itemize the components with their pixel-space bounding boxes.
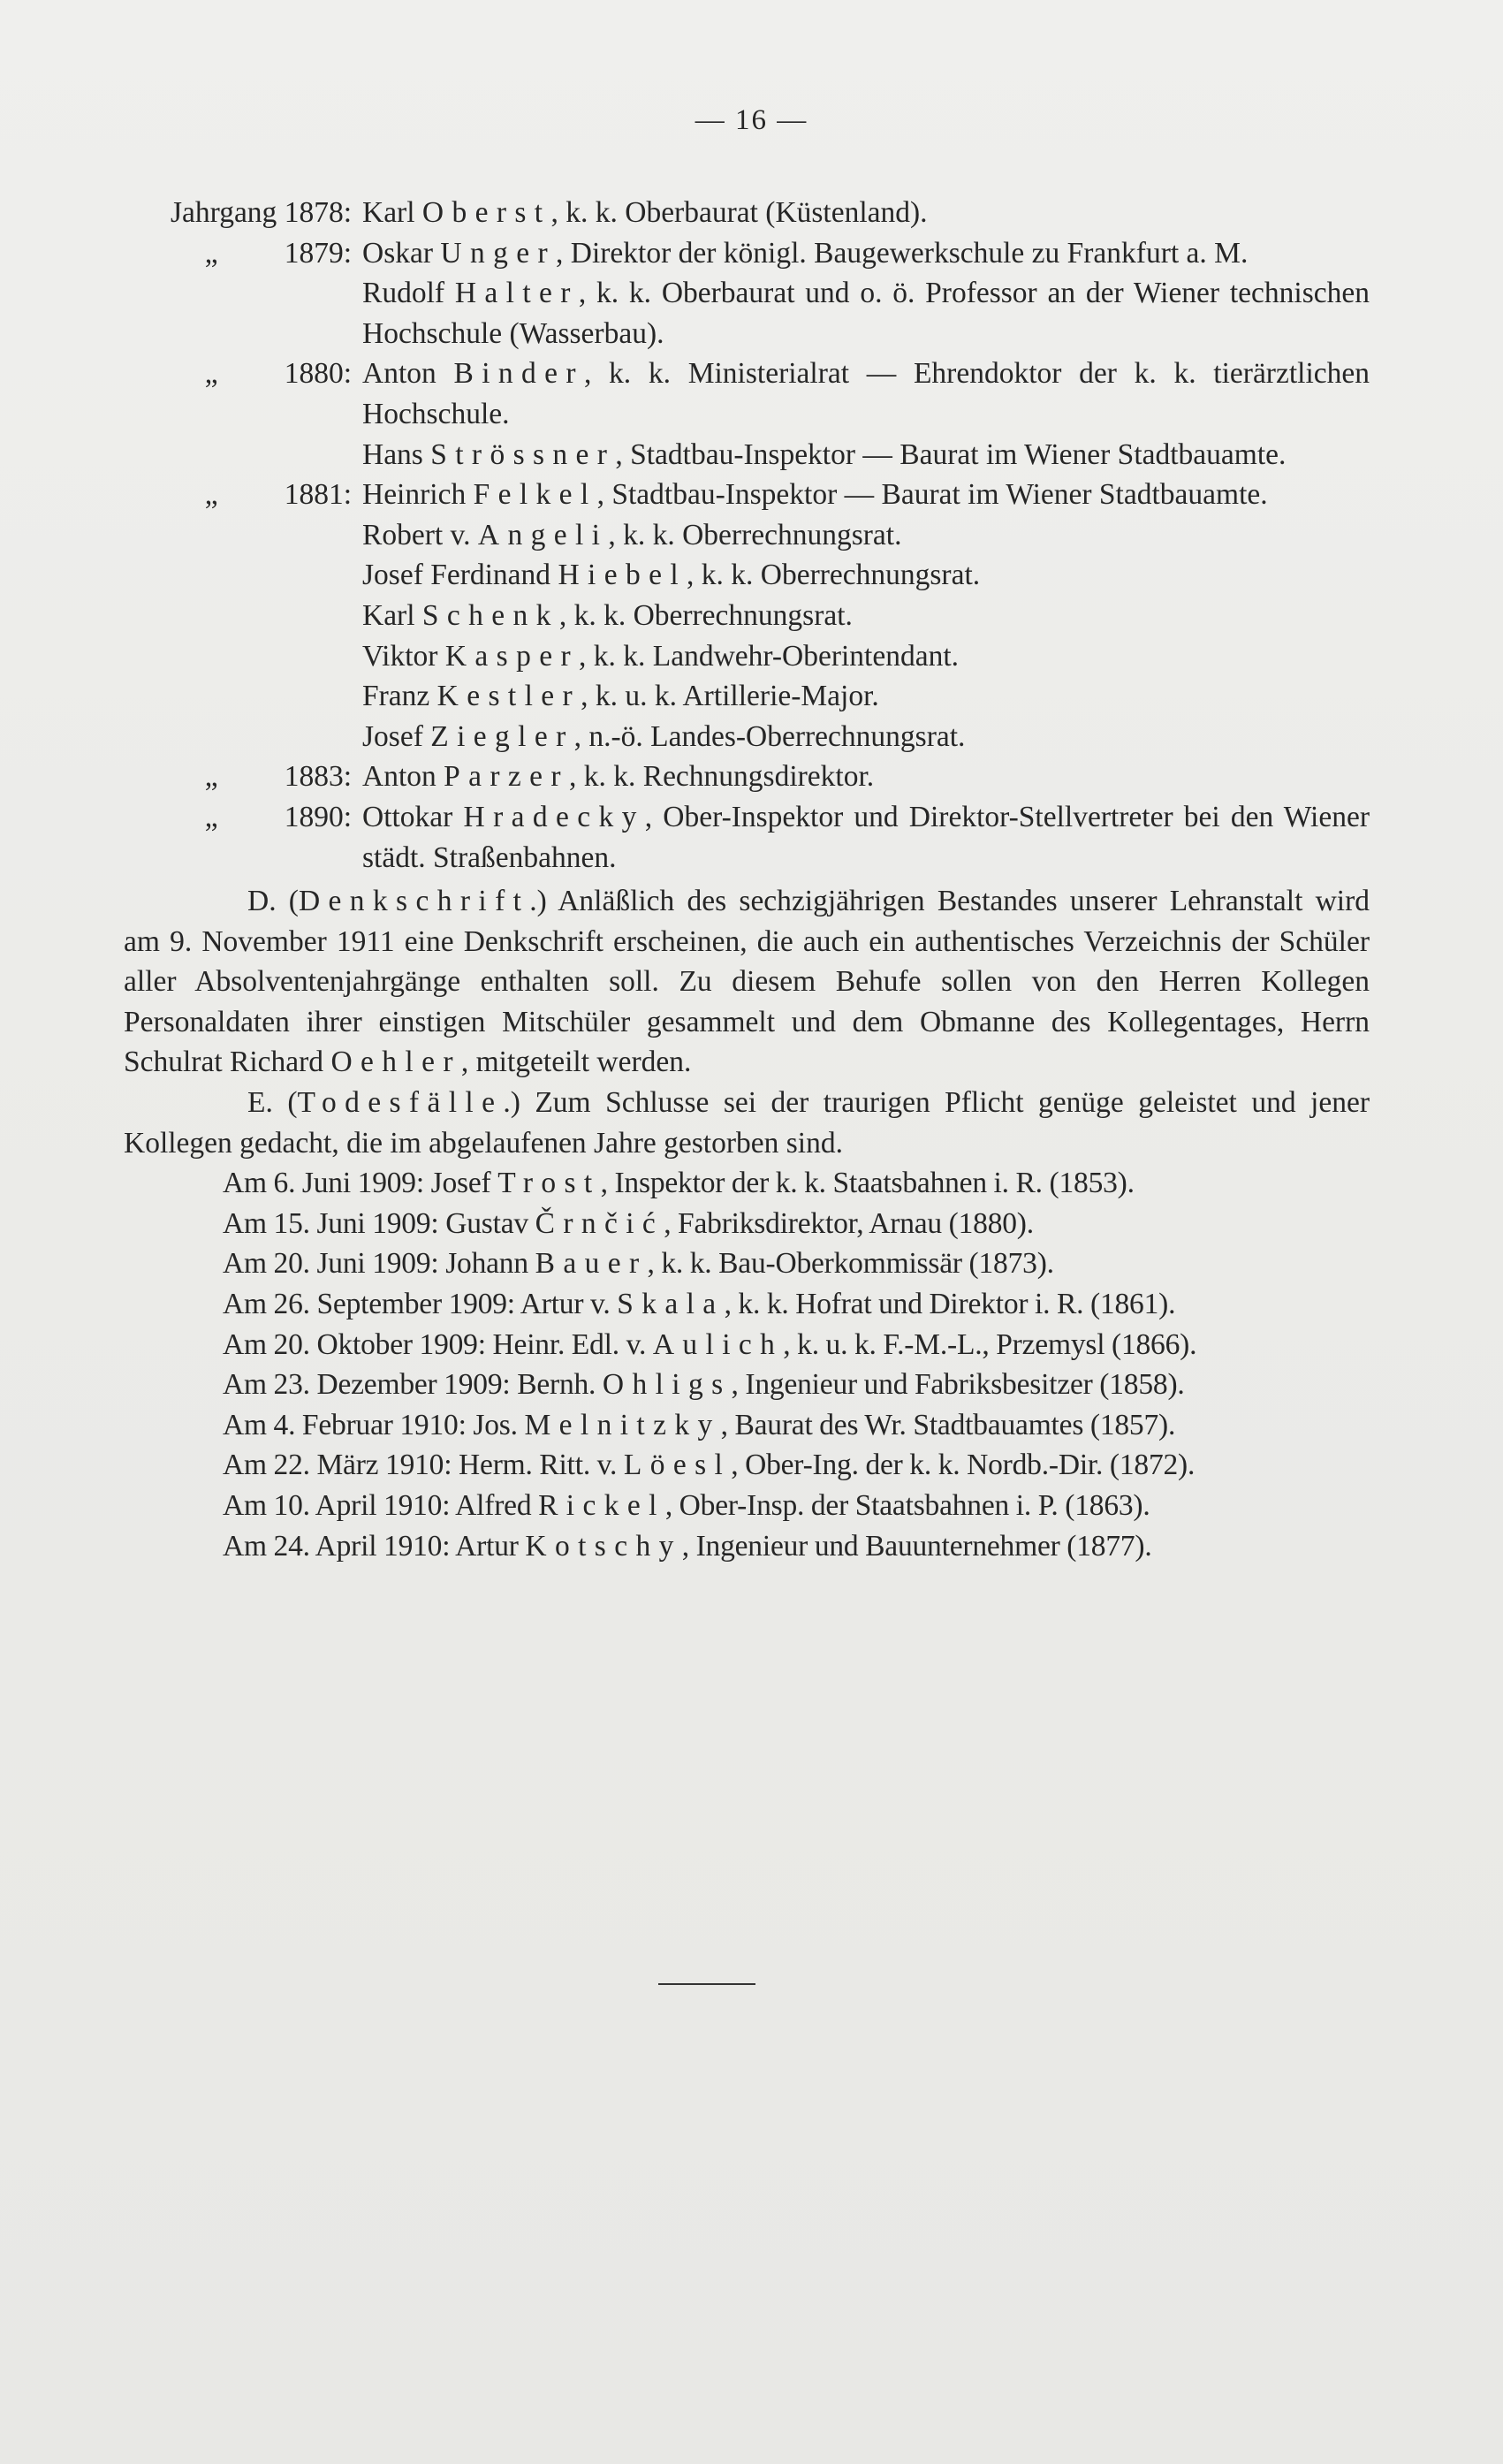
death-date: Am 10. April 1910: bbox=[223, 1489, 451, 1522]
person-surname: Ziegler bbox=[430, 719, 574, 753]
person-surname: Oberst bbox=[421, 196, 551, 229]
person-description: , Ober-Inspektor und Direktor-Stellvertreter bei den Wiener städt. Straßenbahnen. bbox=[362, 800, 1370, 874]
person-surname: Binder bbox=[453, 357, 584, 391]
ditto-mark: „ bbox=[204, 357, 218, 391]
person-entry bbox=[362, 797, 1370, 878]
person-description: , Stadtbau-Inspektor — Baurat im Wiener Stadtbauamte. bbox=[615, 437, 1287, 471]
year-entry-1880 bbox=[124, 354, 1370, 475]
death-description: , k. u. k. F.-M.-L., Przemysl (1866). bbox=[783, 1327, 1197, 1361]
section-e-paragraph: E. (Todesfälle.) Zum Schlusse sei der traurigen Pflicht genüge geleistet und jener Kollegen gedacht, die im abgelaufenen Jahre gestorben sind. bbox=[124, 1086, 1370, 1160]
person-description: , k. u. k. Artillerie-Major. bbox=[581, 680, 879, 713]
person-first-name: Robert v. bbox=[362, 518, 471, 551]
death-entry bbox=[223, 1365, 1370, 1405]
person-entry bbox=[362, 676, 1370, 717]
section-e-letter: E. bbox=[247, 1086, 273, 1120]
person-description: , k. k. Oberbaurat (Küstenland). bbox=[550, 196, 928, 229]
death-date: Am 4. Februar 1910: bbox=[223, 1408, 467, 1441]
death-date: Am 23. Dezember 1909: bbox=[223, 1368, 511, 1402]
person-description: , k. k. Ministerialrat — Ehrendoktor der k. k. tierärztlichen Hochschule. bbox=[362, 357, 1370, 430]
year-entry-1881 bbox=[124, 475, 1370, 757]
year-entry-1879 bbox=[124, 233, 1370, 354]
page-number: — 16 — bbox=[695, 104, 808, 136]
person-entry bbox=[362, 233, 1370, 274]
ditto-mark: „ bbox=[204, 760, 218, 794]
death-first-name: Herm. Ritt. v. bbox=[459, 1449, 618, 1482]
death-description: , Ingenieur und Fabriksbesitzer (1858). bbox=[731, 1368, 1185, 1402]
person-surname: Kasper bbox=[444, 639, 579, 673]
death-date: Am 26. September 1909: bbox=[223, 1288, 515, 1321]
person-entry bbox=[362, 596, 1370, 636]
section-d-letter: D. bbox=[247, 885, 277, 918]
ditto-mark: „ bbox=[204, 236, 218, 270]
death-first-name: Josef bbox=[430, 1167, 491, 1200]
section-d-text: Anläßlich des sechzigjährigen Bestandes unserer Lehranstalt wird am 9. November 1911 eine Denkschrift erscheinen, die auch ein authentisches Verzeichnis der Schüler aller Absolventenjahrgänge enthalten soll. Zu diesem Behufe sollen von den Herren Kollegen Personaldaten ihrer einstigen Mitschüler gesammelt und dem Obmanne des Kollegentages, Herrn Schulrat Richard bbox=[124, 885, 1370, 1079]
death-surname: Ohligs bbox=[602, 1368, 732, 1402]
death-surname: Skala bbox=[617, 1288, 725, 1321]
section-e-text: Zum Schlusse sei der traurigen Pflicht genüge geleistet und jener Kollegen gedacht, die im abgelaufenen Jahre gestorben sind. bbox=[124, 1086, 1370, 1160]
death-entry bbox=[223, 1284, 1370, 1325]
death-entry bbox=[223, 1243, 1370, 1284]
person-entry bbox=[362, 717, 1370, 757]
deaths-list bbox=[223, 1163, 1370, 1566]
death-description: , k. k. Bau-Oberkommissär (1873). bbox=[647, 1247, 1054, 1281]
death-surname: Aulich bbox=[652, 1327, 784, 1361]
death-surname: Kotschy bbox=[525, 1529, 682, 1563]
person-description: , Stadtbau-Inspektor — Baurat im Wiener Stadtbauamte. bbox=[596, 478, 1268, 512]
death-description: , Ingenieur und Bauunternehmer (1877). bbox=[681, 1529, 1152, 1563]
person-description: , k. k. Oberrechnungsrat. bbox=[558, 598, 853, 632]
closing-rule bbox=[658, 1983, 755, 1985]
person-first-name: Anton bbox=[362, 760, 436, 794]
death-surname: Črnčić bbox=[535, 1206, 664, 1240]
person-first-name: Josef bbox=[362, 719, 423, 753]
person-first-name: Josef Ferdinand bbox=[362, 559, 551, 592]
person-description: , k. k. Oberbaurat und o. ö. Professor an der Wiener technischen Hochschule (Wasserbau). bbox=[362, 277, 1370, 350]
death-first-name: Johann bbox=[445, 1247, 528, 1281]
section-d-heading: Denkschrift bbox=[298, 885, 530, 918]
person-entry bbox=[362, 555, 1370, 596]
graduates-list bbox=[124, 193, 1370, 878]
person-surname: Unger bbox=[440, 236, 557, 270]
person-entry bbox=[362, 475, 1370, 515]
death-description: , Ober-Ing. der k. k. Nordb.-Dir. (1872). bbox=[731, 1449, 1196, 1482]
section-e-heading: Todesfälle bbox=[297, 1086, 504, 1120]
death-first-name: Gustav bbox=[445, 1206, 528, 1240]
death-entry bbox=[223, 1163, 1370, 1204]
person-entry bbox=[362, 757, 1370, 797]
death-description: , Inspektor der k. k. Staatsbahnen i. R. (1853). bbox=[600, 1167, 1135, 1200]
year-value: 1883: bbox=[284, 760, 352, 794]
death-first-name: Alfred bbox=[455, 1489, 532, 1522]
person-first-name: Hans bbox=[362, 437, 423, 471]
death-description: , Baurat des Wr. Stadtbauamtes (1857). bbox=[720, 1408, 1176, 1441]
death-first-name: Heinr. Edl. v. bbox=[492, 1327, 647, 1361]
person-surname: Felkel bbox=[473, 478, 597, 512]
person-description: , k. k. Rechnungsdirektor. bbox=[568, 760, 875, 794]
death-first-name: Artur bbox=[455, 1529, 519, 1563]
person-first-name: Rudolf bbox=[362, 277, 445, 310]
death-entry bbox=[223, 1526, 1370, 1567]
death-date: Am 15. Juni 1909: bbox=[223, 1206, 439, 1240]
death-description: , Fabriksdirektor, Arnau (1880). bbox=[664, 1206, 1034, 1240]
person-surname: Angeli bbox=[477, 518, 609, 551]
year-value: 1881: bbox=[284, 478, 352, 512]
ditto-mark: „ bbox=[204, 478, 218, 512]
person-first-name: Karl bbox=[362, 598, 415, 632]
death-first-name: Artur v. bbox=[520, 1288, 611, 1321]
section-d-text-end: , mitgeteilt werden. bbox=[460, 1046, 692, 1079]
person-description: , Direktor der königl. Baugewerkschule zu Frankfurt a. M. bbox=[556, 236, 1249, 270]
death-date: Am 24. April 1910: bbox=[223, 1529, 451, 1563]
person-first-name: Karl bbox=[362, 196, 415, 229]
person-first-name: Franz bbox=[362, 680, 430, 713]
person-surname: Kestler bbox=[436, 680, 581, 713]
death-surname: Löesl bbox=[623, 1449, 732, 1482]
person-surname: Schenk bbox=[421, 598, 559, 632]
year-value: 1880: bbox=[284, 357, 352, 391]
death-date: Am 20. Juni 1909: bbox=[223, 1247, 439, 1281]
person-description: , k. k. Landwehr-Oberintendant. bbox=[578, 639, 960, 673]
person-description: , n.-ö. Landes-Oberrechnungsrat. bbox=[573, 719, 966, 753]
death-entry bbox=[223, 1445, 1370, 1486]
death-date: Am 6. Juni 1909: bbox=[223, 1167, 424, 1200]
year-entry-1883 bbox=[124, 757, 1370, 797]
death-surname: Melnitzky bbox=[524, 1408, 721, 1441]
person-entry bbox=[362, 354, 1370, 434]
person-first-name: Viktor bbox=[362, 639, 438, 673]
death-surname: Rickel bbox=[538, 1489, 665, 1522]
year-prefix: Jahrgang bbox=[170, 196, 277, 229]
death-description: , Ober-Insp. der Staatsbahnen i. P. (1863). bbox=[664, 1489, 1150, 1522]
person-entry bbox=[362, 435, 1370, 475]
person-entry bbox=[362, 515, 1370, 556]
person-entry bbox=[362, 193, 1370, 233]
death-description: , k. k. Hofrat und Direktor i. R. (1861). bbox=[724, 1288, 1176, 1321]
death-date: Am 20. Oktober 1909: bbox=[223, 1327, 486, 1361]
page-content bbox=[124, 193, 1370, 1566]
death-entry bbox=[223, 1486, 1370, 1526]
death-entry bbox=[223, 1405, 1370, 1446]
death-entry bbox=[223, 1325, 1370, 1365]
person-entry bbox=[362, 273, 1370, 354]
person-description: , k. k. Oberrechnungsrat. bbox=[608, 518, 902, 551]
section-d-paragraph: D. (Denkschrift.) Anläßlich des sechzigjährigen Bestandes unserer Lehranstalt wird am 9. November 1911 eine Denkschrift erscheinen, die auch ein authentisches Verzeichnis der Schüler aller Absolventenjahrgänge enthalten soll. Zu diesem Behufe sollen von den Herren Kollegen Personaldaten ihrer einstigen Mitschüler gesammelt und dem Obmanne des Kollegentages, Herrn Schulrat Richard Oehler, mitgeteilt werden. bbox=[124, 885, 1370, 1079]
section-d-name: Oehler bbox=[330, 1046, 461, 1079]
death-date: Am 22. März 1910: bbox=[223, 1449, 452, 1482]
person-description: , k. k. Oberrechnungsrat. bbox=[687, 559, 981, 592]
death-first-name: Jos. bbox=[473, 1408, 518, 1441]
person-surname: Halter bbox=[454, 277, 579, 310]
year-entry-1878 bbox=[124, 193, 1370, 233]
person-surname: Hiebel bbox=[558, 559, 687, 592]
year-value: 1878: bbox=[284, 196, 352, 229]
year-value: 1879: bbox=[284, 236, 352, 270]
year-value: 1890: bbox=[284, 800, 352, 833]
death-surname: Bauer bbox=[535, 1247, 648, 1281]
person-entry bbox=[362, 636, 1370, 677]
person-first-name: Ottokar bbox=[362, 800, 453, 833]
person-first-name: Heinrich bbox=[362, 478, 467, 512]
person-surname: Hradecky bbox=[463, 800, 645, 833]
person-surname: Parzer bbox=[444, 760, 569, 794]
year-entry-1890 bbox=[124, 797, 1370, 878]
person-first-name: Anton bbox=[362, 357, 436, 391]
death-first-name: Bernh. bbox=[517, 1368, 596, 1402]
person-surname: Strössner bbox=[430, 437, 616, 471]
person-first-name: Oskar bbox=[362, 236, 434, 270]
death-surname: Trost bbox=[497, 1167, 601, 1200]
death-entry bbox=[223, 1204, 1370, 1244]
ditto-mark: „ bbox=[204, 800, 218, 833]
